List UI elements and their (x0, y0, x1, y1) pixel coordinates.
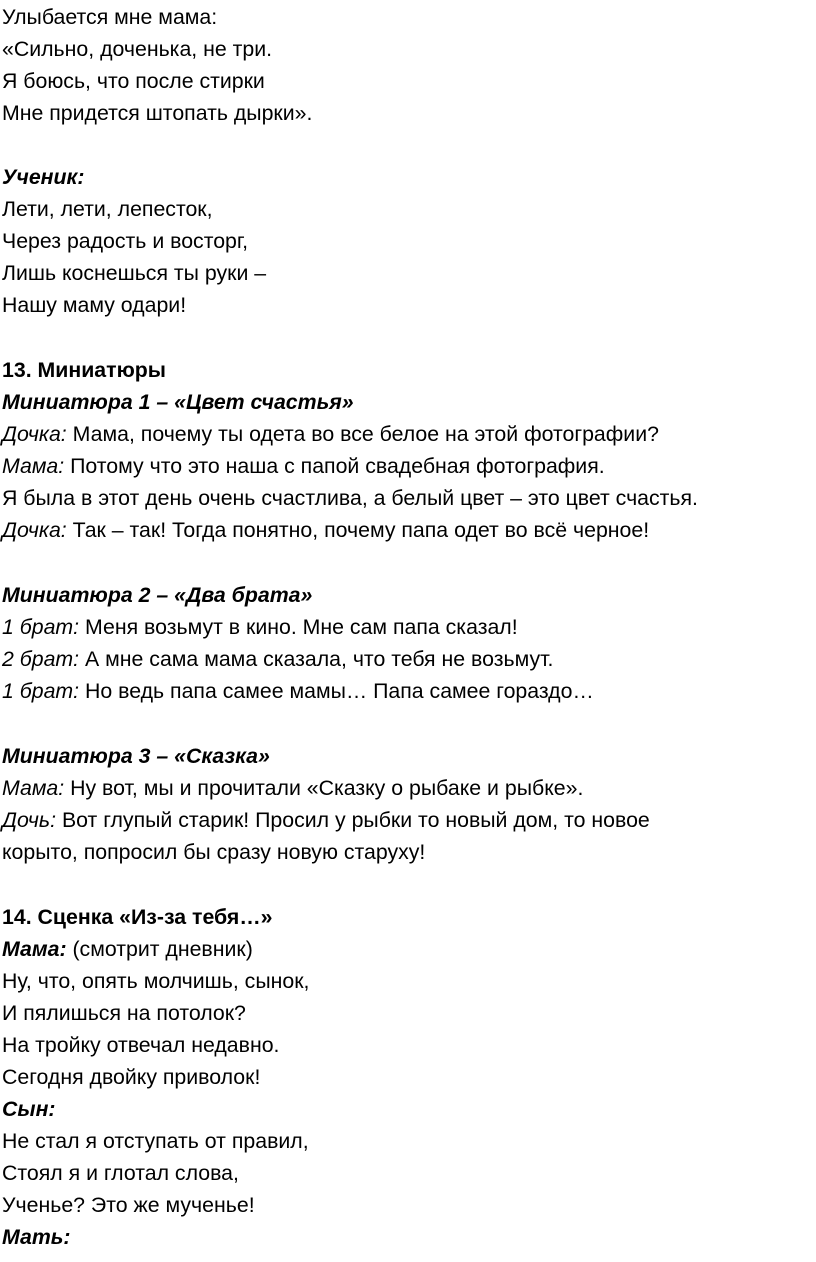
dialogue-line (2, 775, 583, 801)
speaker-name: Мама: (2, 937, 67, 961)
poem-line: Мне придется штопать дырки». (2, 101, 313, 125)
speaker-label-student: Ученик: (2, 165, 85, 189)
dialogue-text: Ну вот, мы и прочитали «Сказку о рыбаке и рыбке». (64, 776, 584, 800)
poem-line: Не стал я отступать от правил, (2, 1129, 309, 1153)
poem-line: И пялишься на потолок? (2, 1001, 246, 1025)
poem-line: Нашу маму одари! (2, 293, 187, 317)
poem-line: Лишь коснешься ты руки – (2, 261, 267, 285)
speaker-name: Дочь: (2, 808, 57, 832)
dialogue-text: Но ведь папа самее мамы… Папа самее гораздо… (79, 679, 594, 703)
speaker-name: 2 брат: (2, 647, 80, 671)
poem-line: Ученье? Это же мученье! (2, 1193, 255, 1217)
dialogue-line (2, 421, 659, 447)
dialogue-line (2, 678, 594, 704)
miniature-title: Миниатюра 2 – «Два брата» (2, 583, 313, 607)
poem-line: «Сильно, доченька, не три. (2, 37, 273, 61)
poem-line: Ну, что, опять молчишь, сынок, (2, 969, 310, 993)
dialogue-line (2, 517, 649, 543)
section-heading: 13. Миниатюры (2, 358, 166, 382)
speaker-name: Мама: (2, 454, 65, 478)
dialogue-text: А мне сама мама сказала, что тебя не возьмут. (79, 647, 554, 671)
poem-line: Через радость и восторг, (2, 229, 248, 253)
dialogue-text: Вот глупый старик! Просил у рыбки то новый дом, то новое (56, 808, 650, 832)
poem-line: На тройку отвечал недавно. (2, 1033, 280, 1057)
poem-line: Сегодня двойку приволок! (2, 1065, 261, 1089)
dialogue-line (2, 453, 605, 479)
dialogue-line: Я была в этот день очень счастлива, а белый цвет – это цвет счастья. (2, 486, 698, 510)
speaker-name: 1 брат: (2, 679, 80, 703)
dialogue-text: Меня возьмут в кино. Мне сам папа сказал! (79, 615, 518, 639)
dialogue-line (2, 936, 253, 962)
dialogue-text: Мама, почему ты одета во все белое на этой фотографии? (66, 422, 659, 446)
poem-line: Лети, лети, лепесток, (2, 197, 213, 221)
dialogue-text: Так – так! Тогда понятно, почему папа одет во всё черное! (66, 518, 650, 542)
miniature-title: Миниатюра 3 – «Сказка» (2, 744, 270, 768)
dialogue-line: корыто, попросил бы сразу новую старуху! (2, 840, 426, 864)
speaker-name: Дочка: (2, 518, 67, 542)
miniature-title: Миниатюра 1 – «Цвет счастья» (2, 390, 354, 414)
poem-line: Я боюсь, что после стирки (2, 69, 265, 93)
section-heading: 14. Сценка «Из-за тебя…» (2, 905, 273, 929)
speaker-name: Дочка: (2, 422, 67, 446)
poem-line: Улыбается мне мама: (2, 5, 218, 29)
speaker-name: Мама: (2, 776, 65, 800)
poem-line: Стоял я и глотал слова, (2, 1161, 239, 1185)
speaker-label-son: Сын: (2, 1097, 56, 1121)
dialogue-line (2, 646, 553, 672)
dialogue-line (2, 614, 518, 640)
dialogue-line (2, 807, 650, 833)
speaker-name: 1 брат: (2, 615, 80, 639)
dialogue-text: Потому что это наша с папой свадебная фотография. (64, 454, 605, 478)
speaker-label-mother: Мать: (2, 1225, 71, 1249)
stage-direction: (смотрит дневник) (66, 937, 253, 961)
